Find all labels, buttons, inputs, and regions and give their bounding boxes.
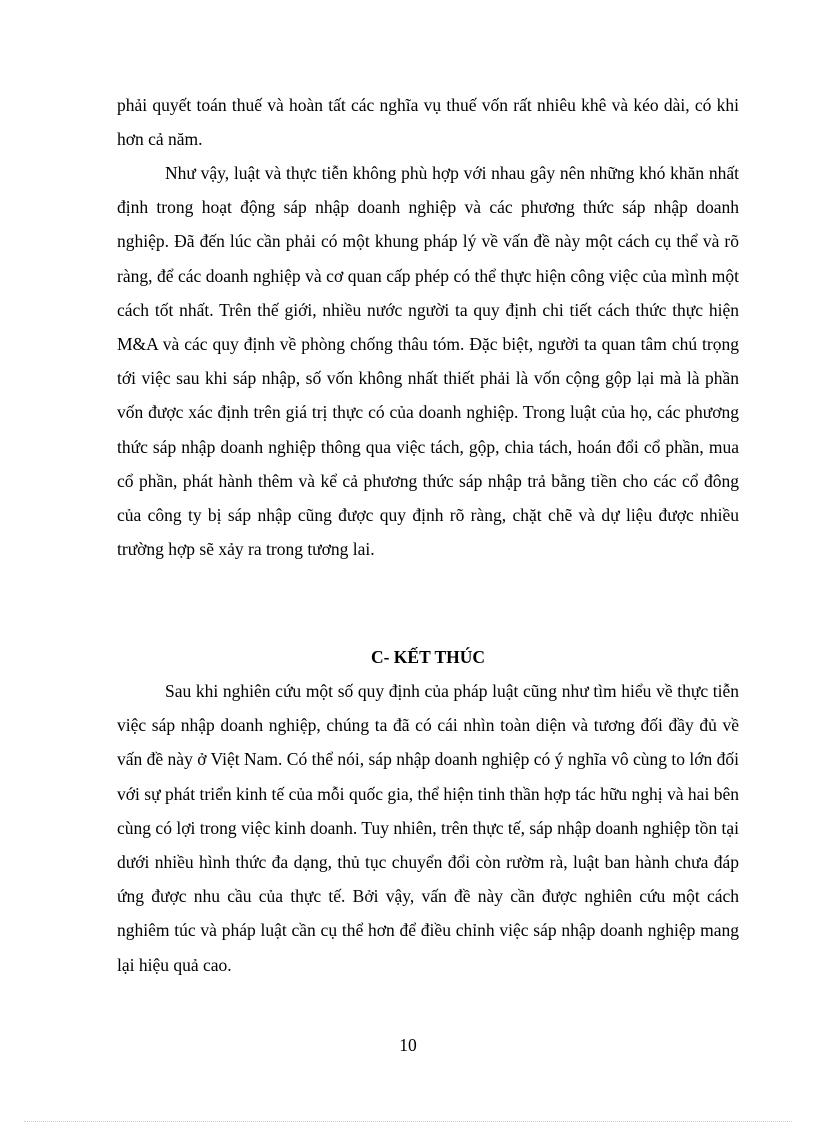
page-bottom-divider — [24, 1121, 792, 1122]
paragraph-law-and-practice: Như vậy, luật và thực tiễn không phù hợp với nhau gây nên những khó khăn nhất định trong hoạt động sáp nhập doanh nghiệp và các phương thức sáp nhập doanh nghiệp. Đã đến lúc cần phải có một khung pháp lý về vấn đề này một cách cụ thể và rõ ràng, để các doanh nghiệp và cơ quan cấp phép có thể thực hiện công việc của mình một cách tốt nhất. Trên thế giới, nhiều nước người ta quy định chi tiết cách thức thực hiện M&A và các quy định về phòng chống thâu tóm. Đặc biệt, người ta quan tâm chú trọng tới việc sau khi sáp nhập, số vốn không nhất thiết phải là vốn cộng gộp lại mà là phần vốn được xác định trên giá trị thực có của doanh nghiệp. Trong luật của họ, các phương thức sáp nhập doanh nghiệp thông qua việc tách, gộp, chia tách, hoán đổi cổ phần, mua cổ phần, phát hành thêm và kể cả phương thức sáp nhập trả bằng tiền cho các cổ đông của công ty bị sáp nhập cũng được quy định rõ ràng, chặt chẽ và dự liệu được nhiều trường hợp sẽ xảy ra trong tương lai. — [117, 163, 739, 560]
page-number: 10 — [399, 1035, 417, 1055]
paragraph-continuation: phải quyết toán thuế và hoàn tất các nghĩa vụ thuế vốn rất nhiêu khê và kéo dài, có khi hơn cả năm. — [117, 95, 739, 150]
section-heading: C- KẾT THÚC — [370, 647, 486, 667]
paragraph-conclusion: Sau khi nghiên cứu một số quy định của pháp luật cũng như tìm hiểu về thực tiễn việc sáp nhập doanh nghiệp, chúng ta đã có cái nhìn toàn diện và tương đối đầy đủ về vấn đề này ở Việt Nam. Có thể nói, sáp nhập doanh nghiệp có ý nghĩa vô cùng to lớn đối với sự phát triển kinh tế của mỗi quốc gia, thể hiện tinh thần hợp tác hữu nghị và hai bên cùng có lợi trong việc kinh doanh. Tuy nhiên, trên thực tế, sáp nhập doanh nghiệp tồn tại dưới nhiều hình thức đa dạng, thủ tục chuyển đổi còn rườm rà, luật ban hành chưa đáp ứng được nhu cầu của thực tế. Bởi vậy, vấn đề này cần được nghiên cứu một cách nghiêm túc và pháp luật cần cụ thể hơn để điều chỉnh việc sáp nhập doanh nghiệp mang lại hiệu quả cao. — [117, 681, 739, 975]
